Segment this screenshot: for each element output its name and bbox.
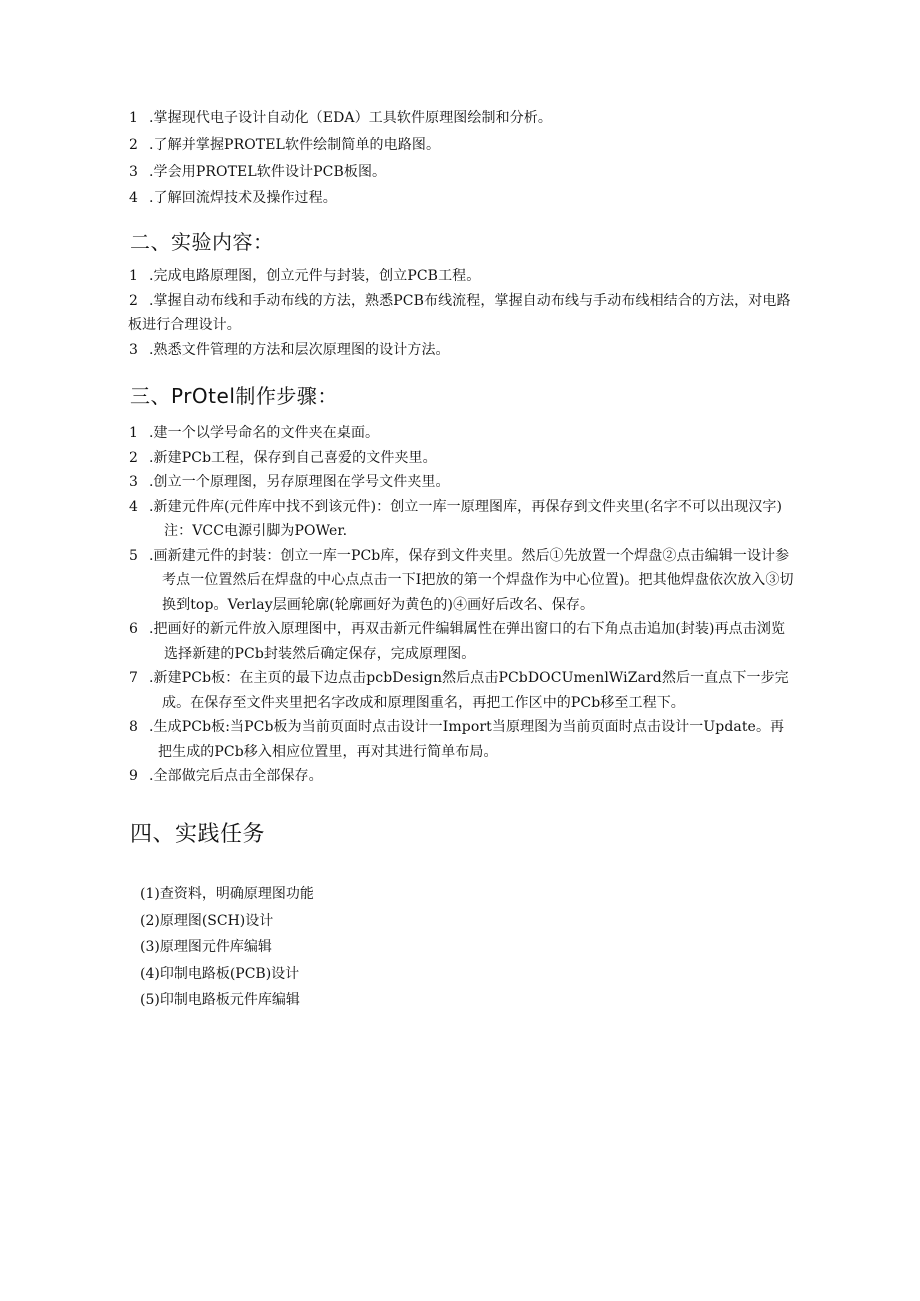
item-number: 6 [129,621,139,637]
list-item [128,617,794,666]
item-text: .熟悉文件管理的方法和层次原理图的设计方法。 [149,341,450,358]
list-item: (2)原理图(SCH)设计 [140,912,274,929]
item-number: 1 [129,110,139,126]
item-text: .了解并掌握PROTEL软件绘制简单的电路图。 [149,137,441,153]
section-heading-tasks: 四、实践任务 [130,822,266,847]
item-number: 1 [129,268,139,284]
list-item [128,495,794,544]
item-text: .创立一个原理图，另存原理图在学号文件夹里。 [149,474,450,490]
list-item [128,338,794,363]
item-number: 9 [129,768,139,784]
item-text: .新建元件库(元件库中找不到该元件)：创立一库一原理图库，再保存到文件夹里(名字不可以出现汉字)注：VCC电源引脚为POWer. [149,498,783,539]
item-number: 3 [129,164,139,180]
item-text: .掌握自动布线和手动布线的方法，熟悉PCB布线流程，掌握自动布线与手动布线相结合的方法，对电路板进行合理设计。 [128,292,791,333]
item-number: 1 [129,425,139,441]
list-item: (3)原理图元件库编辑 [140,939,272,955]
list-item [128,186,794,211]
list-item [128,764,794,789]
item-text: .新建PCb板：在主页的最下边点击pcbDesign然后点击PCbDOCUmenlWiZard然后一直点下一步完成。在保存至文件夹里把名字改成和原理图重名，再把工作区中的PCb移至工程下。 [149,670,789,711]
list-item: (1)查资料，明确原理图功能 [140,886,314,902]
list-item [128,264,794,289]
item-text: .新建PCb工程，保存到自己喜爱的文件夹里。 [149,449,437,466]
item-number: 2 [129,292,139,309]
list-item: (5)印制电路板元件库编辑 [140,992,300,1008]
list-item [128,470,794,495]
item-number: 5 [129,547,139,564]
item-text: .生成PCb板:当PCb板为当前页面时点击设计一Import当原理图为当前页面时点击设计一Update。再把生成的PCb移入相应位置里，再对其进行简单布局。 [149,719,785,760]
item-text: .学会用PROTEL软件设计PCB板图。 [149,164,387,180]
item-number: 3 [129,341,139,358]
item-number: 7 [129,670,139,686]
list-item [128,446,794,471]
item-text: .全部做完后点击全部保存。 [149,768,323,784]
section-heading-steps: 三、PrOtel制作步骤： [130,384,338,408]
item-number: 4 [129,190,139,206]
item-number: 8 [129,719,139,735]
item-number: 3 [129,474,139,490]
list-item: (4)印制电路板(PCB)设计 [140,965,300,982]
tasks-list [128,881,794,1014]
item-text: .建一个以学号命名的文件夹在桌面。 [149,425,380,441]
item-number: 2 [129,449,139,466]
list-item [128,289,794,338]
list-item [128,715,794,764]
list-item [128,544,794,618]
item-text: .掌握现代电子设计自动化（EDA）工具软件原理图绘制和分析。 [149,110,553,126]
section-heading-content: 二、实验内容： [130,230,274,254]
list-item [128,421,794,446]
content-list [128,264,794,362]
steps-list [128,421,794,789]
item-text: .了解回流焊技术及操作过程。 [149,190,337,206]
list-item [128,133,794,160]
list-item [128,160,794,186]
item-text: .完成电路原理图，创立元件与封装，创立PCB工程。 [149,268,481,284]
objectives-list [128,106,794,211]
list-item [128,106,794,133]
list-item [128,666,794,715]
item-text: .画新建元件的封装：创立一库一PCb库，保存到文件夹里。然后①先放置一个焊盘②点击编辑一设计参考点一位置然后在焊盘的中心点点击一下I把放的第一个焊盘作为中心位置)。把其他焊盘依次放入③切换到top。Verlay层画轮廓(轮廓画好为黄色的)④画好后改名、保存。 [149,547,794,613]
item-number: 2 [129,137,139,153]
item-number: 4 [129,498,139,515]
item-text: .把画好的新元件放入原理图中，再双击新元件编辑属性在弹出窗口的右下角点击追加(封装)再点击浏览选择新建的PCb封装然后确定保存，完成原理图。 [149,621,786,662]
